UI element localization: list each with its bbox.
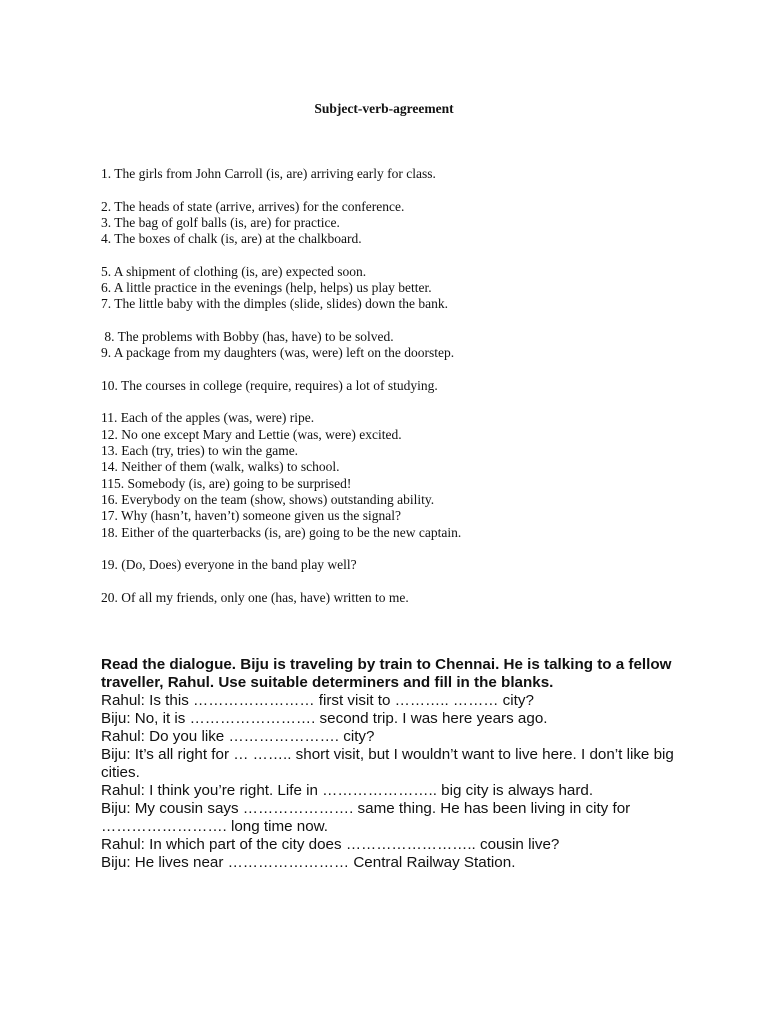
question-item: 16. Everybody on the team (show, shows) outstanding ability. xyxy=(101,491,435,507)
question-item: 14. Neither of them (walk, walks) to school. xyxy=(101,459,340,475)
dialogue-line: Biju: It’s all right for … …….. short visit, but I wouldn’t want to live here. I don’t like big cities. xyxy=(101,746,674,781)
question-item: 11. Each of the apples (was, were) ripe. xyxy=(101,410,315,426)
question-item: 8. The problems with Bobby (has, have) to be solved. xyxy=(101,328,394,344)
question-group xyxy=(101,378,461,394)
question-item: 12. No one except Mary and Lettie (was, were) excited. xyxy=(101,426,402,442)
question-item: 115. Somebody (is, are) going to be surprised! xyxy=(101,475,352,491)
dialogue-section xyxy=(101,656,691,872)
question-item: 1. The girls from John Carroll (is, are) arriving early for class. xyxy=(101,166,436,181)
question-group xyxy=(101,264,461,313)
dialogue-line: Rahul: Is this …………………… first visit to ……….. ……… city? xyxy=(101,692,534,709)
question-item: 9. A package from my daughters (was, were) left on the doorstep. xyxy=(101,345,455,361)
dialogue-line: Biju: No, it is ……………………. second trip. I was here years ago. xyxy=(101,710,548,727)
question-item: 17. Why (hasn’t, haven’t) someone given us the signal? xyxy=(101,508,401,524)
question-group xyxy=(101,590,461,606)
question-item: 7. The little baby with the dimples (slide, slides) down the bank. xyxy=(101,296,448,312)
question-item: 4. The boxes of chalk (is, are) at the chalkboard. xyxy=(101,231,362,247)
question-item: 18. Either of the quarterbacks (is, are) going to be the new captain. xyxy=(101,524,462,540)
question-item: 6. A little practice in the evenings (help, helps) us play better. xyxy=(101,280,432,296)
question-item: 19. (Do, Does) everyone in the band play well? xyxy=(101,557,357,573)
question-group xyxy=(101,410,461,540)
dialogue-lines xyxy=(101,692,691,872)
question-item: 13. Each (try, tries) to win the game. xyxy=(101,443,299,459)
question-group xyxy=(101,329,461,362)
question-item: 5. A shipment of clothing (is, are) expected soon. xyxy=(101,263,367,279)
dialogue-line: Rahul: Do you like …………………. city? xyxy=(101,728,375,745)
question-list xyxy=(101,166,461,622)
page-title: Subject-verb-agreement xyxy=(314,101,454,116)
question-item: 2. The heads of state (arrive, arrives) for the conference. xyxy=(101,198,405,214)
dialogue-instruction: Read the dialogue. Biju is traveling by train to Chennai. He is talking to a fellow traveller, Rahul. Use suitable determiners and fill in the blanks. xyxy=(101,656,672,691)
dialogue-line: Rahul: In which part of the city does …………………….. cousin live? xyxy=(101,836,560,853)
question-item: 20. Of all my friends, only one (has, have) written to me. xyxy=(101,589,409,605)
question-item: 10. The courses in college (require, requires) a lot of studying. xyxy=(101,377,438,393)
question-group xyxy=(101,166,461,182)
question-group xyxy=(101,199,461,248)
question-group xyxy=(101,557,461,573)
dialogue-line: Biju: My cousin says …………………. same thing. He has been living in city for ……………………. long time now. xyxy=(101,800,631,835)
dialogue-line: Biju: He lives near …………………… Central Railway Station. xyxy=(101,854,516,871)
question-item: 3. The bag of golf balls (is, are) for practice. xyxy=(101,214,340,230)
dialogue-line: Rahul: I think you’re right. Life in ………………….. big city is always hard. xyxy=(101,782,594,799)
